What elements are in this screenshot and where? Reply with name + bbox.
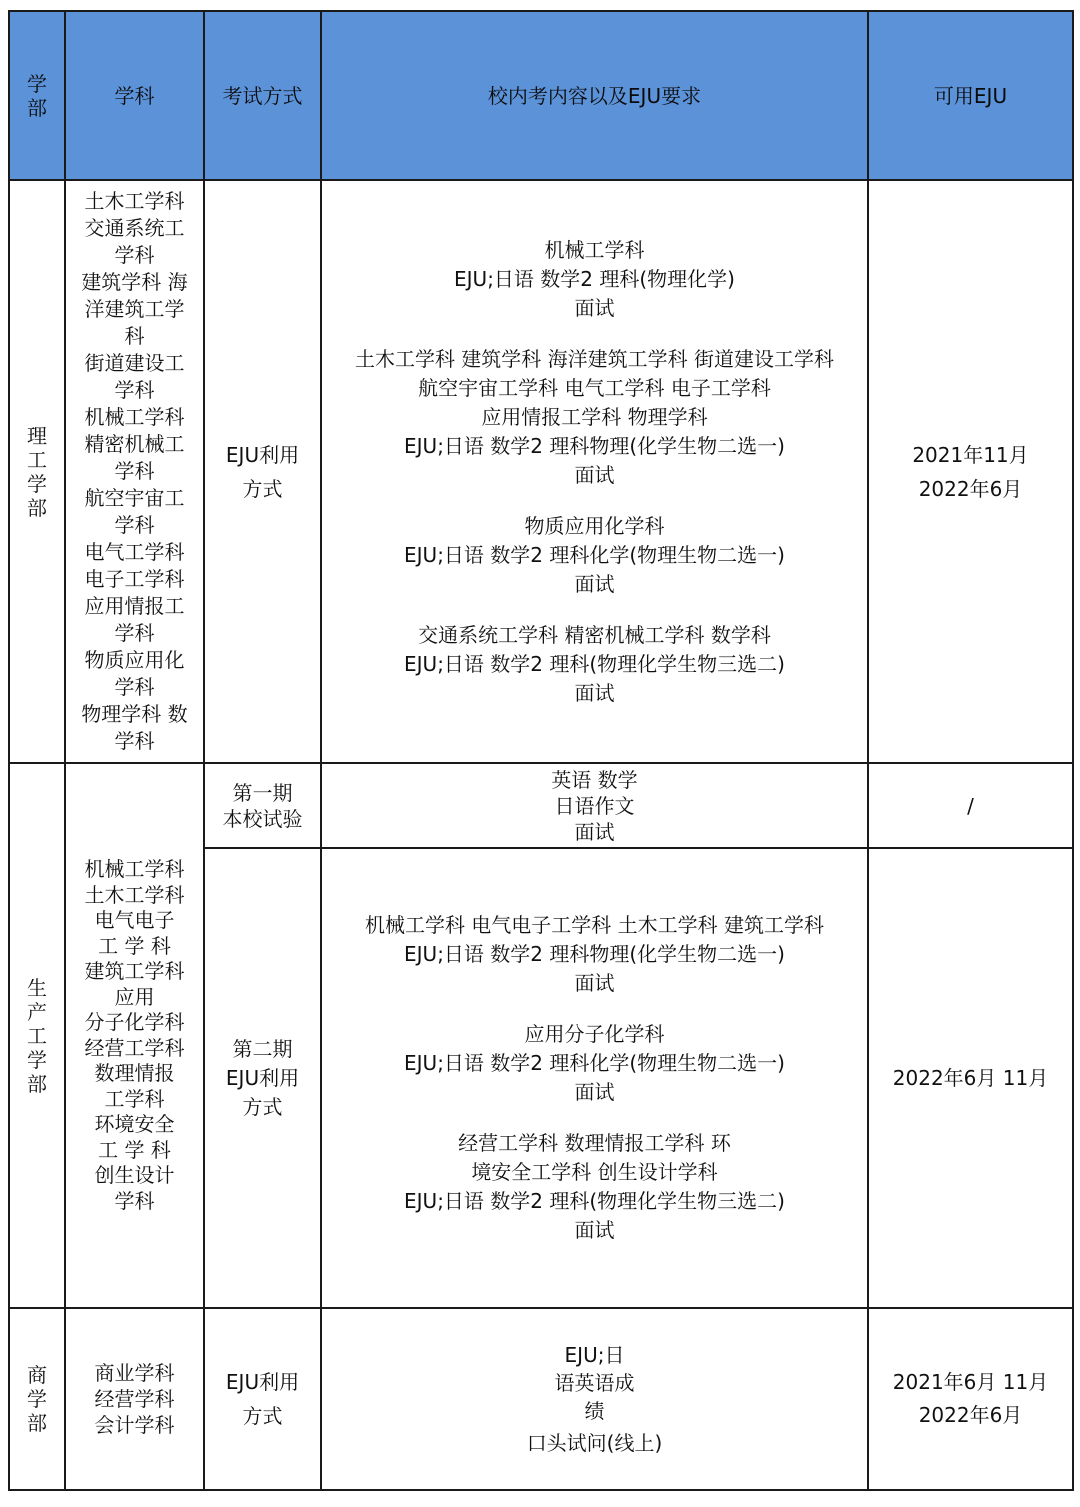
subjects-cell: 土木工学科 交通系统工 学科 建筑学科 海 洋建筑工学 科 街道建设工 学科 机械工学科 精密机械工 学科 航空宇宙工 学科 电气工学科 电子工学科 应用情报工 学科 物质应用化 学科 物理学科 数 学科 bbox=[65, 180, 204, 763]
content-block: 土木工学科 建筑学科 海洋建筑工学科 街道建设工学科 航空宇宙工学科 电气工学科 电子工学科 应用情报工学科 物理学科 EJU;日语 数学2 理科物理(化学生物二选一) 面试 bbox=[354, 346, 835, 487]
table-row bbox=[9, 763, 1073, 848]
faculty-cell: 理 工 学 部 bbox=[9, 180, 65, 763]
content-block: 机械工学科 电气电子工学科 土木工学科 建筑工学科 EJU;日语 数学2 理科物理(化学生物二选一) 面试 bbox=[364, 913, 825, 995]
eju-cell: 2021年11月 2022年6月 bbox=[868, 180, 1073, 763]
header-method: 考试方式 bbox=[204, 11, 321, 180]
method-cell: EJU利用 方式 bbox=[204, 1308, 321, 1490]
subjects-cell: 商业学科 经营学科 会计学科 bbox=[65, 1308, 204, 1490]
table-row bbox=[9, 1308, 1073, 1490]
eju-cell: / bbox=[868, 763, 1073, 848]
method-cell: 第一期 本校试验 bbox=[204, 763, 321, 848]
header-eju: 可用EJU bbox=[868, 11, 1073, 180]
header-row bbox=[9, 11, 1073, 180]
subjects-cell: 机械工学科 土木工学科 电气电子 工 学 科 建筑工学科 应用 分子化学科 经营工学科 数理情报 工学科 环境安全 工 学 科 创生设计 学科 bbox=[65, 763, 204, 1308]
header-content: 校内考内容以及EJU要求 bbox=[321, 11, 868, 180]
content-block: 经营工学科 数理情报工学科 环 境安全工学科 创生设计学科 EJU;日语 数学2 理科(物理化学生物三选二) 面试 bbox=[404, 1131, 785, 1242]
content-cell bbox=[321, 180, 868, 763]
content-cell bbox=[321, 848, 868, 1308]
method-cell: 第二期 EJU利用 方式 bbox=[204, 848, 321, 1308]
content-block: 机械工学科 EJU;日语 数学2 理科(物理化学) 面试 bbox=[454, 237, 735, 320]
method-cell: EJU利用 方式 bbox=[204, 180, 321, 763]
table-row bbox=[9, 180, 1073, 763]
header-faculty: 学 部 bbox=[9, 11, 65, 180]
content-block: 物质应用化学科 EJU;日语 数学2 理科化学(物理生物二选一) 面试 bbox=[404, 513, 785, 596]
content-block: 交通系统工学科 精密机械工学科 数学科 EJU;日语 数学2 理科(物理化学生物三选二) 面试 bbox=[404, 622, 785, 705]
content-block: 应用分子化学科 EJU;日语 数学2 理科化学(物理生物二选一) 面试 bbox=[404, 1022, 785, 1104]
content-cell: EJU;日 语英语成 绩 口头试问(线上) bbox=[321, 1308, 868, 1490]
eju-cell: 2021年6月 11月 2022年6月 bbox=[868, 1308, 1073, 1490]
eju-cell: 2022年6月 11月 bbox=[868, 848, 1073, 1308]
exam-table bbox=[8, 10, 1074, 1491]
content-cell: 英语 数学 日语作文 面试 bbox=[321, 763, 868, 848]
header-subjects: 学科 bbox=[65, 11, 204, 180]
faculty-cell: 生 产 工 学 部 bbox=[9, 763, 65, 1308]
faculty-cell: 商 学 部 bbox=[9, 1308, 65, 1490]
